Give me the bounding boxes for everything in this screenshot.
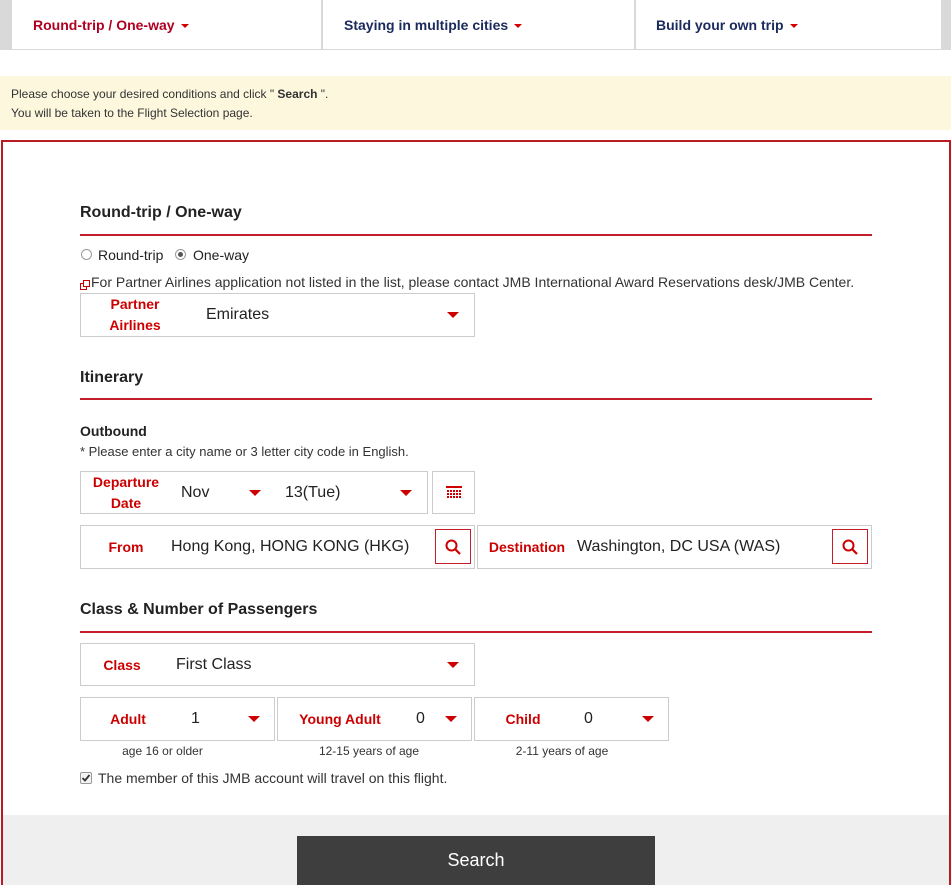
month-select[interactable] <box>171 472 271 513</box>
child-select[interactable] <box>474 697 669 741</box>
day-select[interactable] <box>276 472 426 513</box>
dropdown-arrow-icon <box>248 716 260 722</box>
destination-label: Destination <box>488 539 566 555</box>
member-travel-label: The member of this JMB account will travel on this flight. <box>98 770 448 786</box>
section-title-trip-type: Round-trip / One-way <box>80 204 242 221</box>
notice-text-end: ". <box>317 87 329 101</box>
notice-text-2: You will be taken to the Flight Selection page. <box>11 106 253 120</box>
radio-one-way-label: One-way <box>193 247 250 263</box>
day-value: 13(Tue) <box>285 484 341 501</box>
dropdown-arrow-icon <box>447 312 459 318</box>
adult-select[interactable] <box>80 697 275 741</box>
month-value: Nov <box>181 484 210 501</box>
section-divider <box>80 234 872 236</box>
search-icon <box>842 539 858 555</box>
tab-build-own-trip[interactable] <box>636 0 941 49</box>
section-divider <box>80 398 872 400</box>
caret-down-icon <box>790 24 798 28</box>
radio-one-way[interactable] <box>175 249 186 260</box>
from-label: From <box>108 539 144 555</box>
dropdown-arrow-icon <box>445 716 457 722</box>
member-travel-checkbox[interactable] <box>80 772 92 784</box>
tab-multiple-cities[interactable] <box>323 0 634 49</box>
section-title-passengers: Class & Number of Passengers <box>80 601 318 618</box>
departure-label-1: Departure <box>92 473 160 490</box>
search-button[interactable]: Search <box>297 836 655 885</box>
calendar-button[interactable] <box>432 471 475 514</box>
child-value: 0 <box>584 710 593 727</box>
checkmark-icon <box>81 773 91 783</box>
partner-label-2: Airlines <box>109 317 161 333</box>
search-icon <box>445 539 461 555</box>
outbound-title: Outbound <box>80 423 147 439</box>
radio-round-trip-label: Round-trip <box>98 247 164 263</box>
child-age-note: 2-11 years of age <box>515 744 609 758</box>
young-adult-age-note: 12-15 years of age <box>318 744 420 758</box>
tab-round-trip[interactable] <box>12 0 321 49</box>
from-field <box>80 525 475 569</box>
young-adult-label: Young Adult <box>299 711 381 727</box>
partner-airlines-note[interactable]: For Partner Airlines application not listed in the list, please contact JMB International Award Reservations desk/JMB Center. <box>91 274 855 290</box>
tab-label: Staying in multiple cities <box>344 16 509 33</box>
destination-input[interactable]: Washington, DC USA (WAS) <box>577 538 781 555</box>
class-value: First Class <box>176 656 252 673</box>
young-adult-select[interactable] <box>277 697 472 741</box>
external-link-icon <box>80 278 91 289</box>
class-select[interactable] <box>80 643 475 686</box>
class-label: Class <box>103 657 141 673</box>
radio-round-trip[interactable] <box>81 249 92 260</box>
from-input[interactable]: Hong Kong, HONG KONG (HKG) <box>171 538 410 555</box>
caret-down-icon <box>181 24 189 28</box>
young-adult-value: 0 <box>416 710 425 727</box>
calendar-icon <box>446 486 462 500</box>
notice-search-word: Search <box>277 87 318 101</box>
adult-label: Adult <box>110 711 146 727</box>
partner-airlines-select[interactable] <box>80 293 475 337</box>
dropdown-arrow-icon <box>642 716 654 722</box>
from-search-button[interactable] <box>435 529 471 564</box>
notice-box <box>0 76 951 130</box>
section-title-itinerary: Itinerary <box>80 369 144 386</box>
city-input-note: * Please enter a city name or 3 letter city code in English. <box>80 444 409 459</box>
notice-text: Please choose your desired conditions and click " <box>11 87 278 101</box>
adult-age-note: age 16 or older <box>122 744 203 758</box>
tab-label: Round-trip / One-way <box>33 16 175 33</box>
destination-field <box>477 525 872 569</box>
partner-airlines-value: Emirates <box>206 306 270 323</box>
adult-value: 1 <box>191 710 200 727</box>
caret-down-icon <box>514 24 522 28</box>
child-label: Child <box>505 711 541 727</box>
tab-label: Build your own trip <box>656 16 784 33</box>
dropdown-arrow-icon <box>400 490 412 496</box>
partner-label-1: Partner <box>110 296 160 312</box>
section-divider <box>80 631 872 633</box>
departure-label-2: Date <box>110 494 142 511</box>
dropdown-arrow-icon <box>447 662 459 668</box>
departure-date-field <box>80 471 428 514</box>
destination-search-button[interactable] <box>832 529 868 564</box>
dropdown-arrow-icon <box>249 490 261 496</box>
